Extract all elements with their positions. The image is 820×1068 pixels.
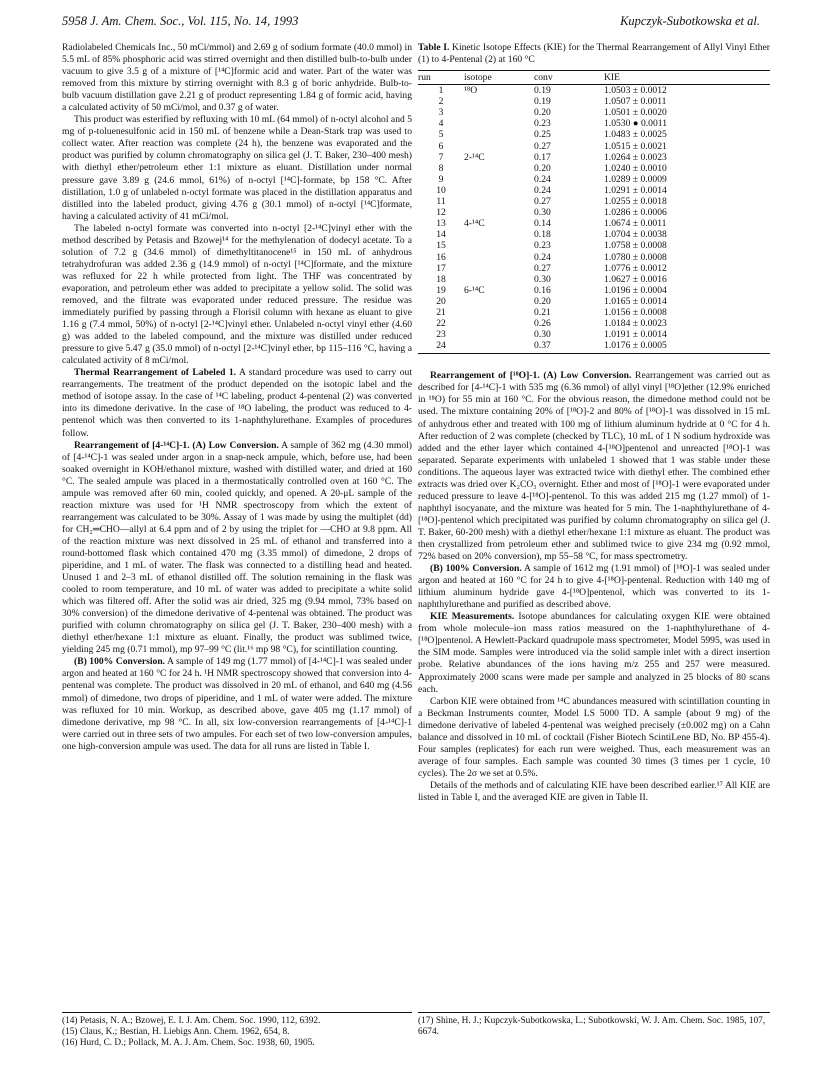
cell-run: 2 <box>438 96 444 108</box>
table-row <box>418 307 770 318</box>
cell-run: 11 <box>436 196 446 208</box>
cell-kie: 1.0191 ± 0.0014 <box>604 329 667 341</box>
section-heading: Rearrangement of [4-¹⁴C]-1. (A) Low Conversion. <box>74 439 279 451</box>
table-row <box>418 274 770 285</box>
cell-kie: 1.0255 ± 0.0018 <box>604 196 667 208</box>
table-row <box>418 163 770 174</box>
cell-isotope <box>464 207 534 218</box>
cell-isotope <box>464 129 534 140</box>
cell-kie: 1.0530 ● 0.0011 <box>604 118 668 130</box>
paragraph: Thermal Rearrangement of Labeled 1. A standard procedure was used to carry out rearrangements. The treatment of the product depended on the isotopic label and the method of isotope assay. In the case of ¹⁴C labeling, product 4-pentenal (2) was converted into its dimedone derivative. In the case of ¹⁸O labeling, the product was reduced to 4-pentenol which was then converted to its 1-naphthylurethane. Examples of procedures follow. <box>62 367 412 439</box>
cell-isotope <box>464 307 534 318</box>
cell-kie: 1.0240 ± 0.0010 <box>604 162 667 174</box>
cell-conv: 0.21 <box>534 306 551 318</box>
footnote: (14) Petasis, N. A.; Bzowej, E. I. J. Am. Chem. Soc. 1990, 112, 6392. <box>62 1016 321 1026</box>
section-heading: (B) 100% Conversion. <box>74 656 166 668</box>
cell-isotope <box>464 318 534 329</box>
table-row <box>418 218 770 229</box>
footnotes-left <box>62 1012 412 1050</box>
cell-isotope <box>464 296 534 307</box>
cell-isotope: 6-¹⁴C <box>464 284 485 296</box>
cell-conv: 0.19 <box>534 96 551 108</box>
paragraph: (B) 100% Conversion. A sample of 1612 mg (1.91 mmol) of [¹⁸O]-1 was sealed under argon and heated at 160 °C for 24 h to give 4-[¹⁸O]-pentenal. Reduction with 140 mg of lithium aluminum hydride gave 4-[¹⁸O]pentenol, which was converted to its 1-naphthylurethane and purified as described above. <box>418 563 771 611</box>
table-row <box>418 229 770 240</box>
cell-kie: 1.0501 ± 0.0020 <box>604 107 667 119</box>
cell-run: 21 <box>436 306 446 318</box>
cell-run: 23 <box>436 329 446 341</box>
table-row <box>418 96 770 107</box>
paragraph: Rearrangement of [¹⁸O]-1. (A) Low Conversion. Rearrangement was carried out as described for [4-¹⁴C]-1 with 535 mg (6.36 mmol) of allyl vinyl [¹⁸O]ether (12.9% enriched in ¹⁸O) for 55 min at 160 °C. For the obvious reason, the dimedone method could not be used. The mixture containing 20% of [¹⁸O]-2 and 80% of [¹⁸O]-1 was dissolved in 15 mL of anhydrous ether and treated with 100 mg of lithium aluminum hydride at 0 °C for 4 h. After reduction of 2 was complete (checked by TLC), 10 mL of 1 N sodium hydroxide was added and the ether layer which contained 4-[¹⁸O]pentenol and unreacted [¹⁸O]-1 was separated. Separate experiments with unlabeled 1 showed that 1 was stable under these conditions. The aqueous layer was extracted twice with diethyl ether. The combined ether extracts was dried over K₂CO₃ overnight. Ether and most of [¹⁸O]-1 were evaporated under reduced pressure to leave 4-[¹⁸O]-pentenol. To this was added 215 mg (1.27 mmol) of 1-naphthyl isocyanate, and the mixture was heated for 5 min. The 1-naphthylurethane of 4-[¹⁸O]-pentenol which precipitated was purified by column chromatography on silica gel (J. T. Baker, 60-200 mesh) with a diethyl ether/hexane 1:1 mixture as eluant. The product was then crystallized from petroleum ether and sublimed twice to give 234 mg (0.92 mmol, 72% based on 20% conversion), mp 55–58 °C, for mass spectrometry. <box>418 370 770 563</box>
cell-isotope <box>464 141 534 152</box>
right-column <box>418 42 770 804</box>
table-row <box>418 85 770 97</box>
cell-conv: 0.24 <box>534 184 551 196</box>
left-column <box>62 42 412 753</box>
cell-conv: 0.19 <box>534 85 551 97</box>
cell-conv: 0.27 <box>534 262 551 274</box>
cell-conv: 0.17 <box>534 151 551 163</box>
section-heading: Rearrangement of [¹⁸O]-1. (A) Low Conversion. <box>430 370 632 382</box>
cell-isotope <box>464 252 534 263</box>
footnote: (16) Hurd, C. D.; Pollack, M. A. J. Am. Chem. Soc. 1938, 60, 1905. <box>62 1038 315 1049</box>
footnote: (15) Claus, K.; Bestian, H. Liebigs Ann. Chem. 1962, 654, 8. <box>62 1027 290 1038</box>
cell-conv: 0.27 <box>534 196 551 208</box>
cell-run: 8 <box>438 162 444 174</box>
table-label: Table I. <box>418 42 450 53</box>
cell-kie: 1.0515 ± 0.0021 <box>604 140 667 152</box>
cell-conv: 0.30 <box>534 329 551 341</box>
cell-run: 5 <box>438 129 444 141</box>
section-heading: Thermal Rearrangement of Labeled 1. <box>74 367 237 379</box>
cell-kie: 1.0627 ± 0.0016 <box>604 273 667 285</box>
cell-isotope: 2-¹⁴C <box>464 151 485 163</box>
cell-run: 18 <box>436 273 446 285</box>
cell-run: 19 <box>436 284 446 296</box>
column-header-run: run <box>418 71 464 85</box>
table-row <box>418 296 770 307</box>
table-row <box>418 318 770 329</box>
cell-run: 14 <box>436 229 446 241</box>
running-header <box>62 14 760 34</box>
paragraph: The labeled n-octyl formate was converted into n-octyl [2-¹⁴C]vinyl ether with the method described by Petasis and Bzowej¹⁴ for the methylenation of dodecyl acetate. To a solution of 7.2 g (34.6 mmol) of dimethyltitanocene¹⁵ in 150 mL of anhydrous tetrahydrofuran was added 2.36 g (14.9 mmol) of n-octyl [¹⁴C]formate, and the mixture was refluxed for 22 h while protected from light. The THF was concentrated by evaporation, and petroleum ether was added to precipitate a yellow solid. The solid was removed, and the filtrate was evaporated under reduced pressure. The residue was immediately purified by passing through a Florisil column with hexane as eluant to give 1.16 g (7.4 mmol, 50%) of n-octyl [2-¹⁴C]vinyl ether. Unlabeled n-octyl vinyl ether (4.60 g) was added to the labeled compound, and the mixture was distilled under reduced pressure to give 5.47 g (35.0 mmol) of n-octyl [2-¹⁴C]vinyl ether, bp 115–116 °C, having a calculated activity of 8 mCi/mol. <box>62 222 412 367</box>
cell-conv: 0.24 <box>534 173 551 185</box>
paragraph: Carbon KIE were obtained from ¹⁴C abundances measured with scintillation counting in a Beckman Instruments counter, Model LS 5000 TD. A sample (about 9 mg) of the dimedone derivative of labeled 4-pentenal was weighed precisely (±0.002 mg) on a Cahn balance and dissolved in 10 mL of cocktail (Fisher Biotech ScintiLene BD, No. BP 455-4). Four samples (replicates) for each run were weighed. Thus, each measurement was an average of four samples. Each sample was counted 30 times (3 times per 1 cycle, 10 cycles). The 2σ we set at 0.5%. <box>418 695 770 779</box>
cell-conv: 0.25 <box>534 129 551 141</box>
cell-kie: 1.0184 ± 0.0023 <box>604 318 667 330</box>
cell-run: 3 <box>438 107 444 119</box>
table-row <box>418 285 770 296</box>
table-caption: Table I. Kinetic Isotope Effects (KIE) for the Thermal Rearrangement of Allyl Vinyl Ether (1) to 4-Pentenal (2) at 160 °C <box>418 42 771 65</box>
cell-run: 1 <box>438 85 444 97</box>
cell-conv: 0.30 <box>534 273 551 285</box>
table-row <box>418 207 770 218</box>
cell-isotope <box>464 340 534 354</box>
table-header-row <box>418 71 770 85</box>
column-header-isotope: isotope <box>464 71 534 85</box>
table-row <box>418 240 770 251</box>
cell-run: 12 <box>436 207 446 219</box>
cell-kie: 1.0196 ± 0.0004 <box>604 284 667 296</box>
kie-table <box>418 70 770 354</box>
table-row <box>418 252 770 263</box>
cell-run: 7 <box>438 151 444 163</box>
paragraph: (B) 100% Conversion. A sample of 149 mg (1.77 mmol) of [4-¹⁴C]-1 was sealed under argon and heated at 160 °C for 24 h. ¹H NMR spectroscopy showed that conversion into 4-pentenal was complete. The product was dissolved in 20 mL of ethanol, and 640 mg (4.56 mmol) of dimedone, two drops of piperidine, and 1 mL of water were added. The mixture was refluxed for 10 min. Workup, as described above, gave 405 mg (1.17 mmol) of dimedone derivative, mp 98 °C. In all, six low-conversion rearrangements of [4-¹⁴C]-1 were carried out in three sets of two ampules. For each set of two low-conversion ampules, one high-conversion ampule was used. The data for all runs are listed in Table I. <box>62 656 412 752</box>
cell-isotope <box>464 274 534 285</box>
cell-kie: 1.0704 ± 0.0038 <box>604 229 667 241</box>
column-header-kie: KIE <box>604 71 770 85</box>
cell-conv: 0.20 <box>534 107 551 119</box>
table-row <box>418 263 770 274</box>
cell-conv: 0.27 <box>534 140 551 152</box>
cell-run: 16 <box>436 251 446 263</box>
table-row <box>418 118 770 129</box>
cell-conv: 0.16 <box>534 284 551 296</box>
cell-isotope <box>464 163 534 174</box>
table-row <box>418 129 770 140</box>
cell-run: 22 <box>436 318 446 330</box>
cell-kie: 1.0156 ± 0.0008 <box>604 306 667 318</box>
cell-run: 10 <box>436 184 446 196</box>
cell-conv: 0.30 <box>534 207 551 219</box>
cell-conv: 0.20 <box>534 162 551 174</box>
cell-isotope <box>464 329 534 340</box>
cell-conv: 0.20 <box>534 295 551 307</box>
cell-kie: 1.0758 ± 0.0008 <box>604 240 667 252</box>
journal-citation: 5958 J. Am. Chem. Soc., Vol. 115, No. 14, 1993 <box>62 14 299 28</box>
footnotes-right <box>418 1012 770 1038</box>
cell-isotope <box>464 96 534 107</box>
table-row <box>418 196 770 207</box>
cell-isotope <box>464 229 534 240</box>
cell-run: 24 <box>418 340 464 354</box>
cell-kie: 1.0674 ± 0.0011 <box>604 218 667 230</box>
cell-conv: 0.24 <box>534 251 551 263</box>
cell-isotope <box>464 240 534 251</box>
footnote: (17) Shine, H. J.; Kupczyk-Subotkowska, L.; Subotkowski, W. J. Am. Chem. Soc. 1985, 107, 6674. <box>418 1016 766 1038</box>
cell-isotope: 4-¹⁴C <box>464 218 485 230</box>
authors-running-head: Kupczyk-Subotkowska et al. <box>620 14 760 28</box>
table-row <box>418 329 770 340</box>
paragraph: KIE Measurements. Isotope abundances for calculating oxygen KIE were obtained from whole molecule–ion mass ratios measured on the 1-naphthylurethane of 4-[¹⁸O]pentenol. A Hewlett-Packard quadrupole mass spectrometer, Model 5995, was used in the SIM mode. Samples were introduced via the solid sample inlet with a direct insertion probe. Relative abundances of the ions having m/z 255 and 257 were measured. Approximately 2000 scans were made per sample and analyzed in 25 blocks of 80 scans each. <box>418 611 770 695</box>
cell-conv: 0.23 <box>534 118 551 130</box>
column-header-conv: conv <box>534 71 604 85</box>
table-row <box>418 185 770 196</box>
paragraph: Radiolabeled Chemicals Inc., 50 mCi/mmol) and 2.69 g of sodium formate (40.0 mmol) in 5.5 mL of 85% phosphoric acid was stirred overnight and then distilled bulb-to-bulb under vacuum to give 3.5 g of a mixture of [¹⁴C]formic acid and water. Part of the water was removed from this mixture by stirring overnight with 8.3 g of boric anhydride. Bulb-to-bulb vacuum distillation gave 2.21 g of product representing 1.84 g of formic acid, having a calculated activity of 50 mCi/mol, and 0.37 g of water. <box>62 42 412 114</box>
cell-isotope <box>464 174 534 185</box>
cell-kie: 1.0780 ± 0.0008 <box>604 251 667 263</box>
cell-run: 15 <box>436 240 446 252</box>
cell-kie: 1.0776 ± 0.0012 <box>604 262 667 274</box>
cell-isotope: ¹⁸O <box>464 85 478 97</box>
cell-run: 9 <box>438 173 444 185</box>
cell-kie: 1.0507 ± 0.0011 <box>604 96 667 108</box>
table-row <box>418 340 770 354</box>
cell-run: 4 <box>438 118 444 130</box>
cell-run: 20 <box>436 295 446 307</box>
cell-conv: 0.14 <box>534 218 551 230</box>
paragraph: Details of the methods and of calculating KIE have been described earlier.¹⁷ All KIE are listed in Table I, and the averaged KIE are given in Table II. <box>418 779 770 803</box>
cell-kie: 1.0176 ± 0.0005 <box>604 340 770 354</box>
section-heading: (B) 100% Conversion. <box>430 563 522 575</box>
cell-isotope <box>464 118 534 129</box>
table-row <box>418 174 770 185</box>
cell-run: 13 <box>436 218 446 230</box>
cell-kie: 1.0289 ± 0.0009 <box>604 173 667 185</box>
cell-run: 6 <box>438 140 444 152</box>
cell-conv: 0.18 <box>534 229 551 241</box>
table-row <box>418 107 770 118</box>
cell-conv: 0.23 <box>534 240 551 252</box>
cell-isotope <box>464 196 534 207</box>
paragraph: This product was esterified by refluxing with 10 mL (64 mmol) of n-octyl alcohol and 5 mg of p-toluenesulfonic acid in 150 mL of benzene while a Dean-Stark trap was used to collect water. After reaction was complete (24 h), the benzene was evaporated and the product was purified by column chromatography on silica gel (J. T. Baker, 230–400 mesh) with diethyl ether/petroleum ether 1:1 mixture as eluant. Distillation under normal pressure gave 3.89 g (24.6 mmol, 61%) of n-octyl [¹⁴C]-formate, bp 158 °C. After distillation, 1.0 g of unlabeled n-octyl formate was placed in the distillation apparatus and distilled into the labeled product, giving 4.76 g (30.1 mmol) of n-octyl [¹⁴C]formate, having a calculated activity of 41 mCi/mol. <box>62 114 412 222</box>
cell-isotope <box>464 107 534 118</box>
paragraph: Rearrangement of [4-¹⁴C]-1. (A) Low Conversion. A sample of 362 mg (4.30 mmol) of [4-¹⁴C]-1 was sealed under argon in a snap-neck ampule, which, before use, had been soaked overnight in KOH/ethanol mixture, washed with distilled water, and dried at 160 °C. The sealed ampule was placed in a thermostatically controlled oven at 160 °C. The ampule was removed after 60 min, cooled quickly, and opened. A 20-μL sample of the reaction mixture was used for ¹H NMR spectroscopy from which the extent of rearrangement was calculated to be 30%. Assay of 1 was made by using the multiplet (dd) for CH₂═CHO—allyl at 6.4 ppm and of 2 by using the triplet for —CHO at 9.8 ppm. All of the reaction mixture was next dissolved in 25 mL of ethanol and transferred into a round-bottomed flask which contained 470 mg (3.35 mmol) of dimedone, 2 drops of piperidine, and 1 mL of water. The flask was connected to a distilling head and heated. Unused 1 and 2–3 mL of ethanol distilled off. The solution remaining in the flask was cooled to room temperature, and 10 mL of water was added to precipitate a white solid which was filtered off. After the solid was air dried, 325 mg (9.94 mmol, 73% based on 30% conversion) of the dimedone derivative of 4-pentenal was obtained. The product was purified with column chromatography on silica gel (J. T. Baker, 230–400 mesh) with a diethyl ether/hexane 1:1 mixture as eluant. Finally, the product was sublimed twice, yielding 245 mg (0.71 mmol), mp 97–99 °C (lit.¹⁶ mp 98 °C), for scintillation counting. <box>62 439 412 656</box>
cell-conv: 0.26 <box>534 318 551 330</box>
cell-kie: 1.0291 ± 0.0014 <box>604 184 667 196</box>
cell-conv: 0.37 <box>534 340 604 354</box>
cell-run: 17 <box>436 262 446 274</box>
cell-kie: 1.0503 ± 0.0012 <box>604 85 667 97</box>
cell-isotope <box>464 263 534 274</box>
table-row <box>418 152 770 163</box>
cell-kie: 1.0264 ± 0.0023 <box>604 151 667 163</box>
cell-kie: 1.0165 ± 0.0014 <box>604 295 667 307</box>
cell-kie: 1.0483 ± 0.0025 <box>604 129 667 141</box>
table-row <box>418 141 770 152</box>
cell-isotope <box>464 185 534 196</box>
section-heading: KIE Measurements. <box>430 611 515 623</box>
cell-kie: 1.0286 ± 0.0006 <box>604 207 667 219</box>
